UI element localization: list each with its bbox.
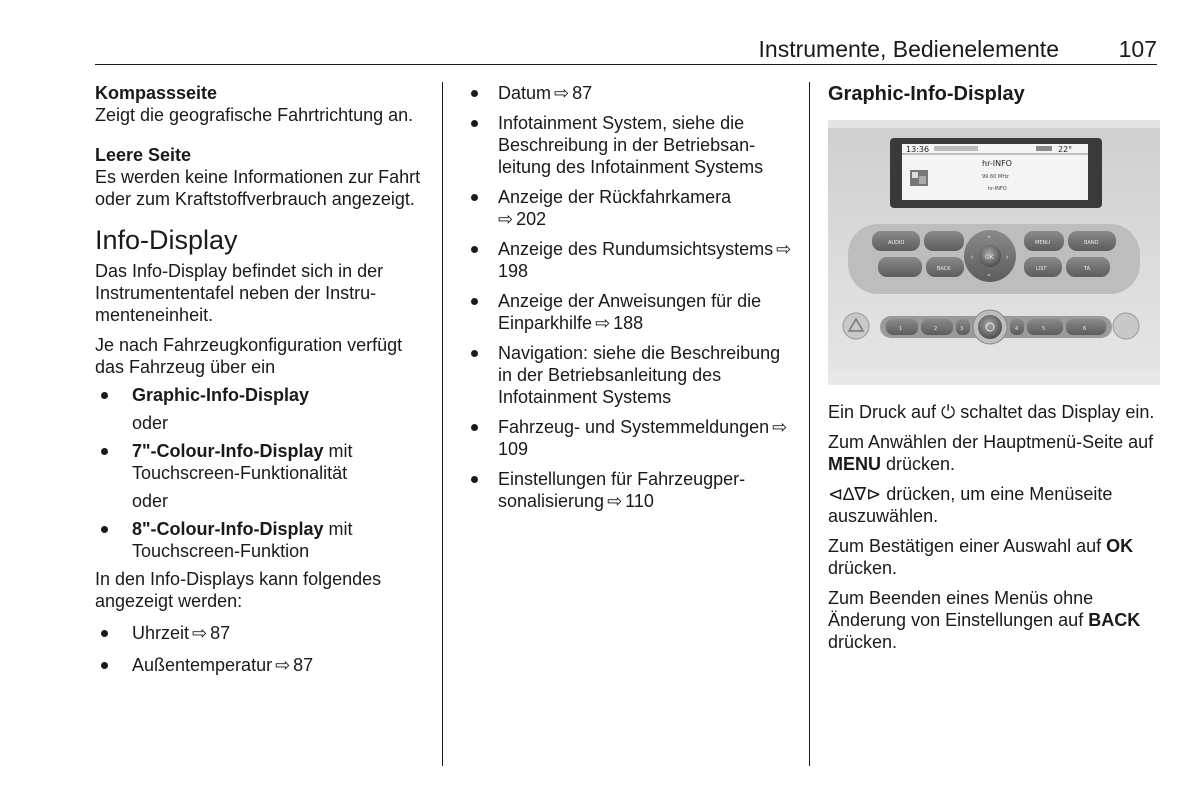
column-middle xyxy=(470,82,795,520)
list-item xyxy=(95,440,425,484)
hazard-button[interactable] xyxy=(843,313,869,339)
text-span: drücken. xyxy=(881,454,956,474)
shown-items-list xyxy=(95,622,425,676)
item-text: Einstellungen für Fahrzeugpersonalisierung xyxy=(498,469,746,511)
list-item xyxy=(95,654,425,676)
ok-paragraph xyxy=(828,535,1160,579)
list-item xyxy=(468,290,795,334)
item-text: Datum xyxy=(498,83,552,103)
ok-label: OK xyxy=(985,254,994,261)
list-item xyxy=(95,518,425,562)
page-ref-arrow-icon: ⇨ xyxy=(595,313,611,333)
info-paragraph-2: Je nach Fahrzeugkonfiguration verfügt das Fahrzeug über ein xyxy=(95,335,403,377)
preset-label: 4 xyxy=(1015,326,1019,332)
list-item xyxy=(468,112,795,178)
item-text: Infotainment System, siehe die Beschreibung in der Betriebsanleitung des Infotainment Systems xyxy=(498,113,764,177)
preset-label: 6 xyxy=(1083,326,1087,332)
page-ref: 87 xyxy=(572,83,593,103)
display-temperature: 22° xyxy=(1058,145,1073,154)
chapter-title: Instrumente, Bedienelemente xyxy=(758,36,1059,62)
list-item xyxy=(468,468,795,512)
column-left xyxy=(95,82,425,682)
list-item xyxy=(468,82,795,104)
display-name: 8"-Colour-Info-Display xyxy=(132,519,324,539)
text-span: Zum Beenden eines Menüs ohne Änderung von Einstellungen auf xyxy=(828,588,1094,630)
display-frequency: 99.60 MHz xyxy=(982,174,1009,180)
item-text: Navigation: siehe die Beschreibung in der Betriebsanleitung des Infotainment Systems xyxy=(498,343,781,407)
display-name: Graphic-Info-Display xyxy=(132,385,310,405)
page-ref-arrow-icon: ⇨ xyxy=(192,623,208,643)
info-paragraph-1: Das Info-Display befindet sich in der Instrumententafel neben der Instrumenteneinheit. xyxy=(95,261,384,325)
back-paragraph xyxy=(828,587,1160,653)
arrow-up-icon: ⌃ xyxy=(986,236,992,243)
display-substation: hr-INFO xyxy=(988,186,1007,192)
list-item xyxy=(468,342,795,408)
back-label: BACK xyxy=(937,266,951,272)
side-button[interactable] xyxy=(1113,313,1139,339)
display-rest: mit Touchscreen-Funktion xyxy=(132,519,353,561)
page-ref-arrow-icon: ⇨ xyxy=(275,655,291,675)
ta-label: TA xyxy=(1084,266,1091,272)
graphic-info-display-heading: Graphic-Info-Display xyxy=(828,83,1025,105)
leer-heading: Leere Seite xyxy=(95,145,192,165)
page-ref: 198 xyxy=(498,261,529,281)
display-time: 13:36 xyxy=(906,145,930,154)
menu-keyword: MENU xyxy=(828,454,881,474)
text-span: Zum Anwählen der Hauptmenü-Seite auf xyxy=(828,432,1154,452)
list-item xyxy=(468,416,795,460)
column-divider xyxy=(442,82,443,766)
page-ref: 87 xyxy=(210,623,231,643)
item-text: Uhrzeit xyxy=(132,623,190,643)
text-span: Zum Bestätigen einer Auswahl auf xyxy=(828,536,1107,556)
preset-label: 5 xyxy=(1042,326,1046,332)
info-display-heading: Info-Display xyxy=(95,225,238,255)
item-text: Anzeige der Rückfahrkamera xyxy=(498,187,732,207)
item-text: Fahrzeug- und Systemmeldungen xyxy=(498,417,770,437)
band-label: BAND xyxy=(1084,240,1099,246)
page-ref: 87 xyxy=(293,655,314,675)
or-text: oder xyxy=(132,491,169,511)
display-station: hr-INFO xyxy=(982,159,1012,168)
display-name: 7"-Colour-Info-Display xyxy=(132,441,324,461)
power-symbol-icon: ⏻ xyxy=(941,402,956,422)
phone-button[interactable] xyxy=(924,231,964,251)
info-paragraph-3: In den Info-Displays kann folgendes angezeigt werden: xyxy=(95,569,382,611)
page-ref-arrow-icon: ⇨ xyxy=(776,239,792,259)
page-ref-arrow-icon: ⇨ xyxy=(498,209,514,229)
arrow-left-icon: ‹ xyxy=(971,254,974,261)
audio-label: AUDIO xyxy=(888,240,905,246)
column-right xyxy=(828,82,1160,661)
ok-keyword: OK xyxy=(1106,536,1134,556)
direction-arrows-icon: ⊲∆∇⊳ xyxy=(828,484,882,504)
display-variant-list-3 xyxy=(95,518,425,562)
text-span: schaltet das Display ein. xyxy=(955,402,1155,422)
menu-label: MENU xyxy=(1035,240,1050,246)
page-ref: 202 xyxy=(516,209,547,229)
arrow-down-icon: ⌄ xyxy=(986,271,992,278)
item-text: Außentemperatur xyxy=(132,655,273,675)
power-paragraph xyxy=(828,401,1160,423)
list-item xyxy=(95,622,425,644)
arrow-right-icon: › xyxy=(1006,254,1009,261)
item-text: Anzeige der Anweisungen für die Einparkhilfe xyxy=(498,291,762,333)
preset-label: 3 xyxy=(960,326,964,332)
display-variant-list xyxy=(95,384,425,406)
graphic-info-display-photo xyxy=(828,120,1160,385)
shown-items-list-continued xyxy=(468,82,795,512)
back-keyword: BACK xyxy=(1088,610,1141,630)
page-header xyxy=(95,34,1157,65)
favourite-button[interactable] xyxy=(878,257,922,277)
page-ref: 110 xyxy=(625,491,654,511)
display-rest: mit Touchscreen-Funktionalität xyxy=(132,441,353,483)
list-label: LIST xyxy=(1036,266,1047,272)
leer-text: Es werden keine Informationen zur Fahrt oder zum Kraftstoffverbrauch angezeigt. xyxy=(95,167,421,209)
or-text: oder xyxy=(132,413,169,433)
radio-icon xyxy=(910,170,928,186)
text-span: Ein Druck auf xyxy=(828,402,942,422)
arrows-paragraph xyxy=(828,483,1160,527)
page-ref-arrow-icon: ⇨ xyxy=(772,417,788,437)
power-volume-knob[interactable] xyxy=(978,315,1002,339)
page-ref-arrow-icon: ⇨ xyxy=(607,491,623,511)
text-span: drücken. xyxy=(828,632,898,652)
preset-label: 1 xyxy=(899,326,903,332)
preset-label: 2 xyxy=(934,326,938,332)
page-ref-arrow-icon: ⇨ xyxy=(554,83,570,103)
page-number: 107 xyxy=(1118,36,1157,62)
kompass-heading: Kompassseite xyxy=(95,83,218,103)
kompass-text: Zeigt die geografische Fahrtrichtung an. xyxy=(95,105,414,125)
list-item xyxy=(468,238,795,282)
list-item xyxy=(95,384,425,406)
head-unit-illustration xyxy=(828,120,1160,385)
item-text: Anzeige des Rundumsichtsystems xyxy=(498,239,774,259)
menu-paragraph xyxy=(828,431,1160,475)
page-ref: 109 xyxy=(498,439,529,459)
text-span: drücken. xyxy=(828,558,898,578)
list-item xyxy=(468,186,795,230)
column-divider xyxy=(809,82,810,766)
page-ref: 188 xyxy=(613,313,644,333)
display-variant-list-2 xyxy=(95,440,425,484)
text-span: drücken, um eine Menüseite auszuwählen. xyxy=(828,484,1113,526)
